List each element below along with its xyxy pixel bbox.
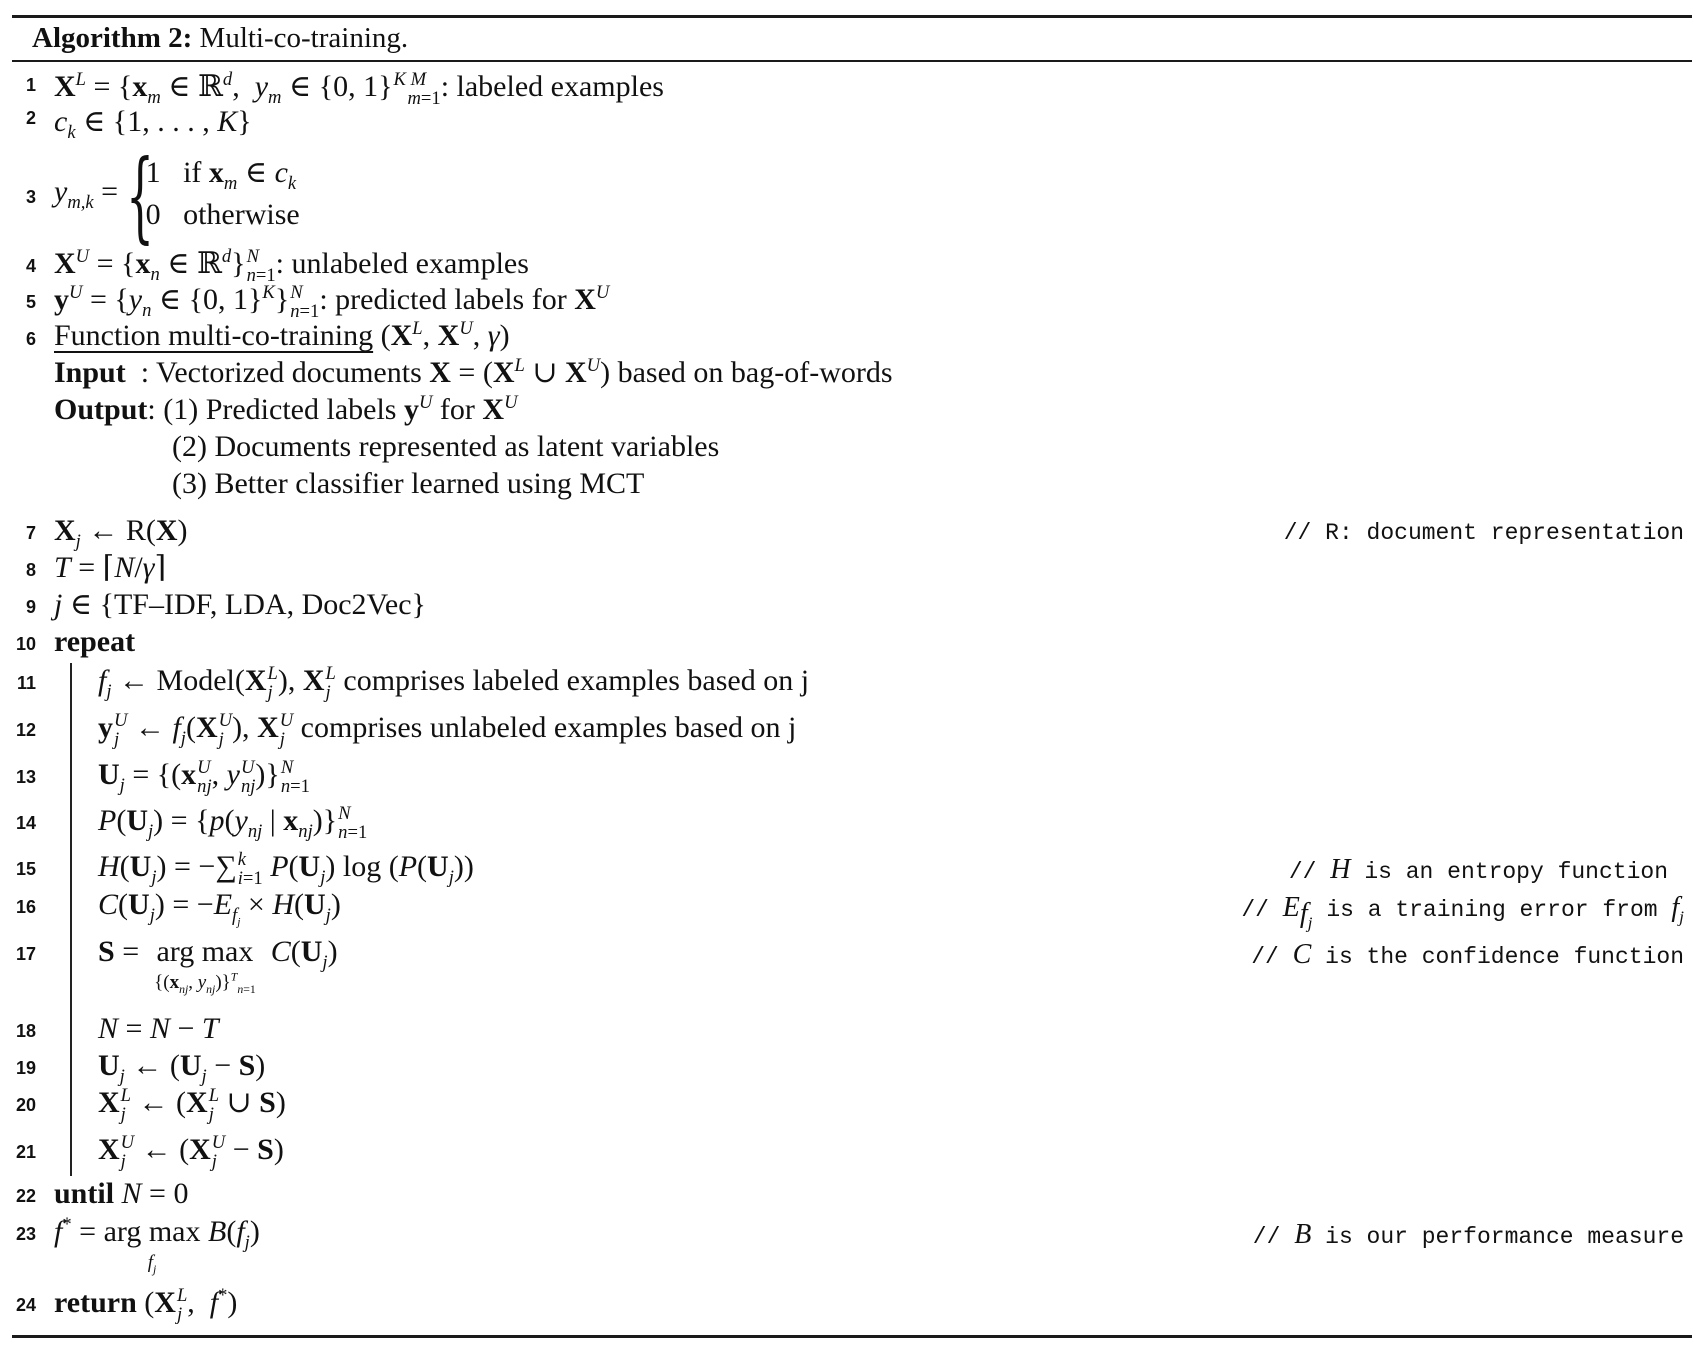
output-1-for: for (439, 393, 475, 426)
line-number: 20 (15, 1095, 36, 1115)
cases-block: { 1 if $x_m$ ∈ $c_k$ 0 otherwise (125, 140, 300, 254)
caption-title: Multi-co-training. (199, 22, 409, 54)
algo-line-9: j ∈ {TF–IDF, LDA, Doc2Vec} (54, 588, 426, 621)
comment-15-post: is an entropy function (1364, 859, 1668, 885)
function-name: Function multi-co-training (54, 319, 374, 352)
line-number: 7 (25, 523, 36, 543)
comment-15: // H is an entropy function (1288, 854, 1668, 885)
line-number: 4 (25, 256, 36, 276)
line-number: 17 (15, 944, 36, 964)
algo-line-4: $X^U = \{x_n$ ∈ ℝ$^d$} N n=1 : unlabeled examples (54, 245, 529, 287)
comment-16-post: is a training error from (1326, 897, 1658, 923)
output-label: Output (54, 393, 148, 426)
comment-16-pre: // (1241, 897, 1269, 923)
line-number: 6 (25, 329, 36, 349)
bottom-rule (12, 1335, 1692, 1338)
labeled-based-text: comprises labeled examples based on j (343, 664, 810, 697)
comment-15-pre: // (1288, 859, 1317, 885)
line-number: 10 (15, 634, 36, 654)
algo-line-5: $y^U = \{y_n$ ∈ {0, 1}$^K$} N n=1 : predicted labels for $X^U$ (54, 281, 610, 323)
kw-repeat: repeat (54, 625, 136, 658)
line-number: 21 (15, 1142, 36, 1162)
algo-line-2: $c_k$ ∈ {1, . . . , K} (54, 105, 252, 143)
output-line-1: Output: (1) Predicted labels $y^U$ for $X^U$ (54, 392, 518, 426)
algo-line-14: $P(U_j) = \{p(y_{nj}$ | $x_{nj}$)} N n=1 (98, 802, 368, 844)
line-number: 8 (25, 560, 36, 580)
comment-23: // B is our performance measure (1252, 1219, 1684, 1250)
line-number: 1 (25, 75, 36, 95)
line-number: 2 (25, 108, 36, 128)
line-number: 24 (15, 1295, 36, 1315)
doc-rep-set: {TF–IDF, LDA, Doc2Vec} (99, 588, 426, 621)
line-number: 18 (15, 1021, 36, 1041)
unlabeled-examples-text: : unlabeled examples (275, 247, 529, 280)
input-label: Input (54, 356, 126, 389)
line-number: 14 (15, 813, 36, 833)
algo-line-10 (54, 624, 135, 660)
comment-7: // R: document representation (1283, 520, 1684, 546)
kw-return: return (54, 1286, 137, 1319)
comment-17: // C is the confidence function (1251, 939, 1684, 970)
line-number: 3 (25, 187, 36, 207)
output-1: : (1) Predicted labels (147, 393, 397, 426)
comment-23-post: is our performance measure (1325, 1224, 1684, 1250)
input-suffix: based on bag-of-words (617, 356, 893, 389)
case-otherwise: otherwise (183, 198, 300, 231)
algo-line-16: $C(U_j) = -E_{f_j} \times H(U_j)$ (98, 888, 341, 929)
algo-line-13: $U_j = \{(x$ U nj , y U nj )} N n=1 (98, 756, 310, 798)
predicted-labels-text: : predicted labels for (319, 283, 567, 316)
line-number: 16 (15, 897, 36, 917)
unlabeled-based-text: comprises unlabeled examples based on j (300, 711, 797, 744)
argmax-operator: arg max $f_j$ (103, 1215, 201, 1276)
algo-line-1: $X^L = \{x_m$ ∈ ℝ$^d$, $y_m$ ∈ {0, 1} K M m=1 : labeled examples (54, 68, 664, 110)
argmax-text: arg max (103, 1215, 201, 1248)
algo-line-6: Function multi-co-training ($X^L$, $X^U$, γ) (54, 318, 510, 352)
algo-line-21: X U j ← (X U j − S) (98, 1131, 284, 1173)
algorithm-caption (32, 18, 408, 58)
line-number: 19 (15, 1058, 36, 1078)
argmax-text: arg max (156, 935, 254, 968)
algo-line-15: $H(U_j)$ = −∑ k i=1 $P(U_j)$ $\log (P(U_j))$ (98, 848, 474, 890)
case-if: if (183, 156, 202, 189)
algo-line-12: y U j ← $f_j(X$ U j ), X U j comprises unlabeled examples based on j (98, 709, 797, 751)
algo-line-23: f* = arg max $f_j$ $B(f_j)$ (54, 1214, 260, 1276)
comment-17-pre: // (1251, 944, 1279, 970)
line-number: 13 (15, 767, 36, 787)
line-number: 12 (15, 720, 36, 740)
algo-line-24: return (X L j , f*) (54, 1284, 238, 1326)
algo-line-20: X L j ← (X L j ∪ S) (98, 1084, 286, 1126)
kw-until: until (54, 1177, 115, 1210)
algo-line-17: S = arg max {($x_{nj}$, $y_{nj})\}^T_{n=1}$ $C(U_j)$ (98, 935, 338, 996)
argmax-operator: arg max {($x_{nj}$, $y_{nj})\}^T_{n=1}$ (154, 935, 256, 996)
repeat-block-bar (70, 663, 72, 1176)
algo-line-11: $f_j$ ← Model(X L j ), X L j comprises labeled examples based on j (98, 662, 810, 704)
output-line-2: (2) Documents represented as latent variables (172, 430, 720, 463)
comment-16: // $E_{f_j}$ is a training error from $f_j$ (1241, 892, 1684, 933)
algo-line-8: T = ⌈N/γ⌉ (54, 551, 167, 584)
algo-line-7: $X_j$ ← R(X) (54, 514, 188, 552)
algo-line-18: N = N − T (98, 1012, 219, 1045)
model-text: Model (156, 664, 235, 697)
algo-line-3: $y_{m,k}$ = { 1 if $x_m$ ∈ $c_k$ 0 otherwise (54, 140, 300, 254)
labeled-examples-text: : labeled examples (440, 70, 664, 103)
input-text: : Vectorized documents (140, 356, 422, 389)
line-number: 5 (25, 292, 36, 312)
input-line: Input : Vectorized documents $X = (X^L$ ∪ $X^U$) based on bag-of-words (54, 355, 893, 389)
algo-line-22: until N = 0 (54, 1177, 189, 1210)
line-number: 15 (15, 859, 36, 879)
comment-23-pre: // (1252, 1224, 1281, 1250)
comment-17-post: is the confidence function (1325, 944, 1684, 970)
line-number: 11 (16, 673, 36, 693)
caption-rule (12, 60, 1692, 62)
line-number: 9 (25, 597, 36, 617)
log-text: log (342, 850, 382, 883)
output-line-3: (3) Better classifier learned using MCT (172, 467, 645, 500)
line-number: 22 (15, 1186, 36, 1206)
algo-line-19: $U_j$ ← $(U_j - S)$ (98, 1049, 266, 1087)
caption-label: Algorithm 2: (32, 22, 193, 54)
line-number: 23 (15, 1224, 36, 1244)
